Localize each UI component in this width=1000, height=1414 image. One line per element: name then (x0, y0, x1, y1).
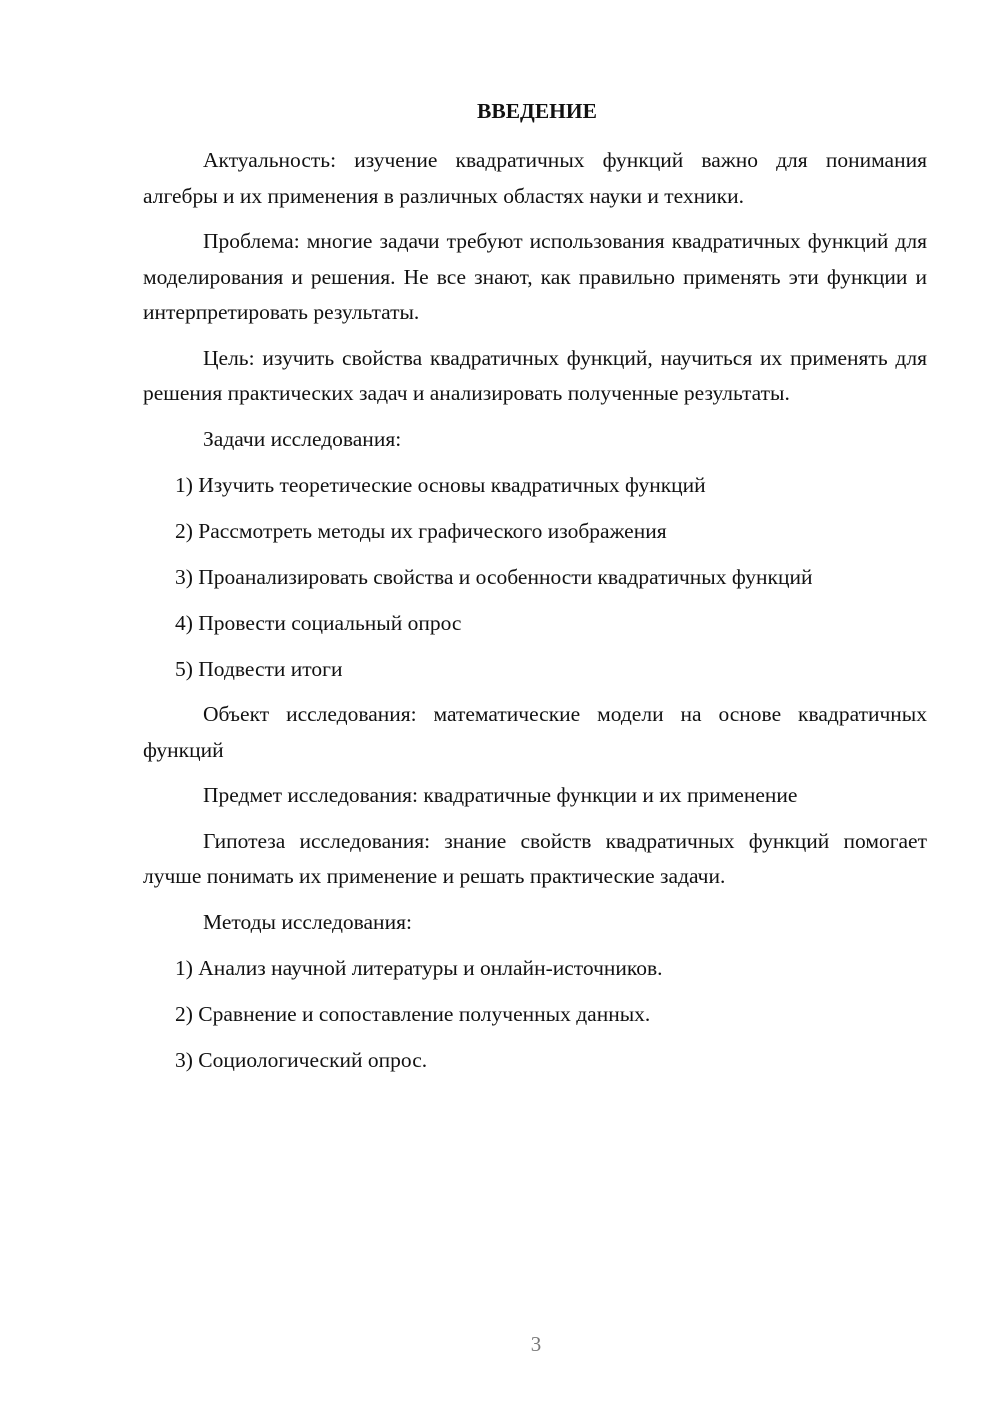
section-title: ВВЕДЕНИЕ (477, 99, 597, 123)
object-paragraph: Объект исследования: математические модели на основе квадратичных функций (143, 702, 927, 762)
task-item: 3) Проанализировать свойства и особенности квадратичных функций (175, 564, 813, 589)
document-body (143, 93, 927, 1078)
task-item: 5) Подвести итоги (175, 656, 343, 681)
hypothesis-paragraph: Гипотеза исследования: знание свойств квадратичных функций помогает лучше понимать их применение и решать практические задачи. (143, 828, 927, 888)
problem-paragraph: Проблема: многие задачи требуют использования квадратичных функций для моделирования и решения. Не все знают, как правильно применять эти функции и интерпретировать результаты. (143, 229, 927, 324)
task-item: 2) Рассмотреть методы их графического изображения (175, 518, 667, 543)
methods-heading: Методы исследования: (203, 909, 412, 934)
task-item: 4) Провести социальный опрос (175, 610, 462, 635)
goal-paragraph: Цель: изучить свойства квадратичных функций, научиться их применять для решения практических задач и анализировать полученные результаты. (143, 345, 927, 405)
page-number: 3 (530, 1332, 542, 1356)
tasks-heading: Задачи исследования: (203, 426, 402, 451)
subject-line: Предмет исследования: квадратичные функции и их применение (203, 783, 798, 807)
task-item: 1) Изучить теоретические основы квадратичных функций (175, 472, 706, 497)
method-item: 2) Сравнение и сопоставление полученных данных. (175, 1001, 651, 1026)
relevance-paragraph: Актуальность: изучение квадратичных функций важно для понимания алгебры и их применения в различных областях науки и техники. (143, 148, 927, 208)
method-item: 1) Анализ научной литературы и онлайн-источников. (175, 955, 663, 980)
method-item: 3) Социологический опрос. (175, 1047, 428, 1072)
